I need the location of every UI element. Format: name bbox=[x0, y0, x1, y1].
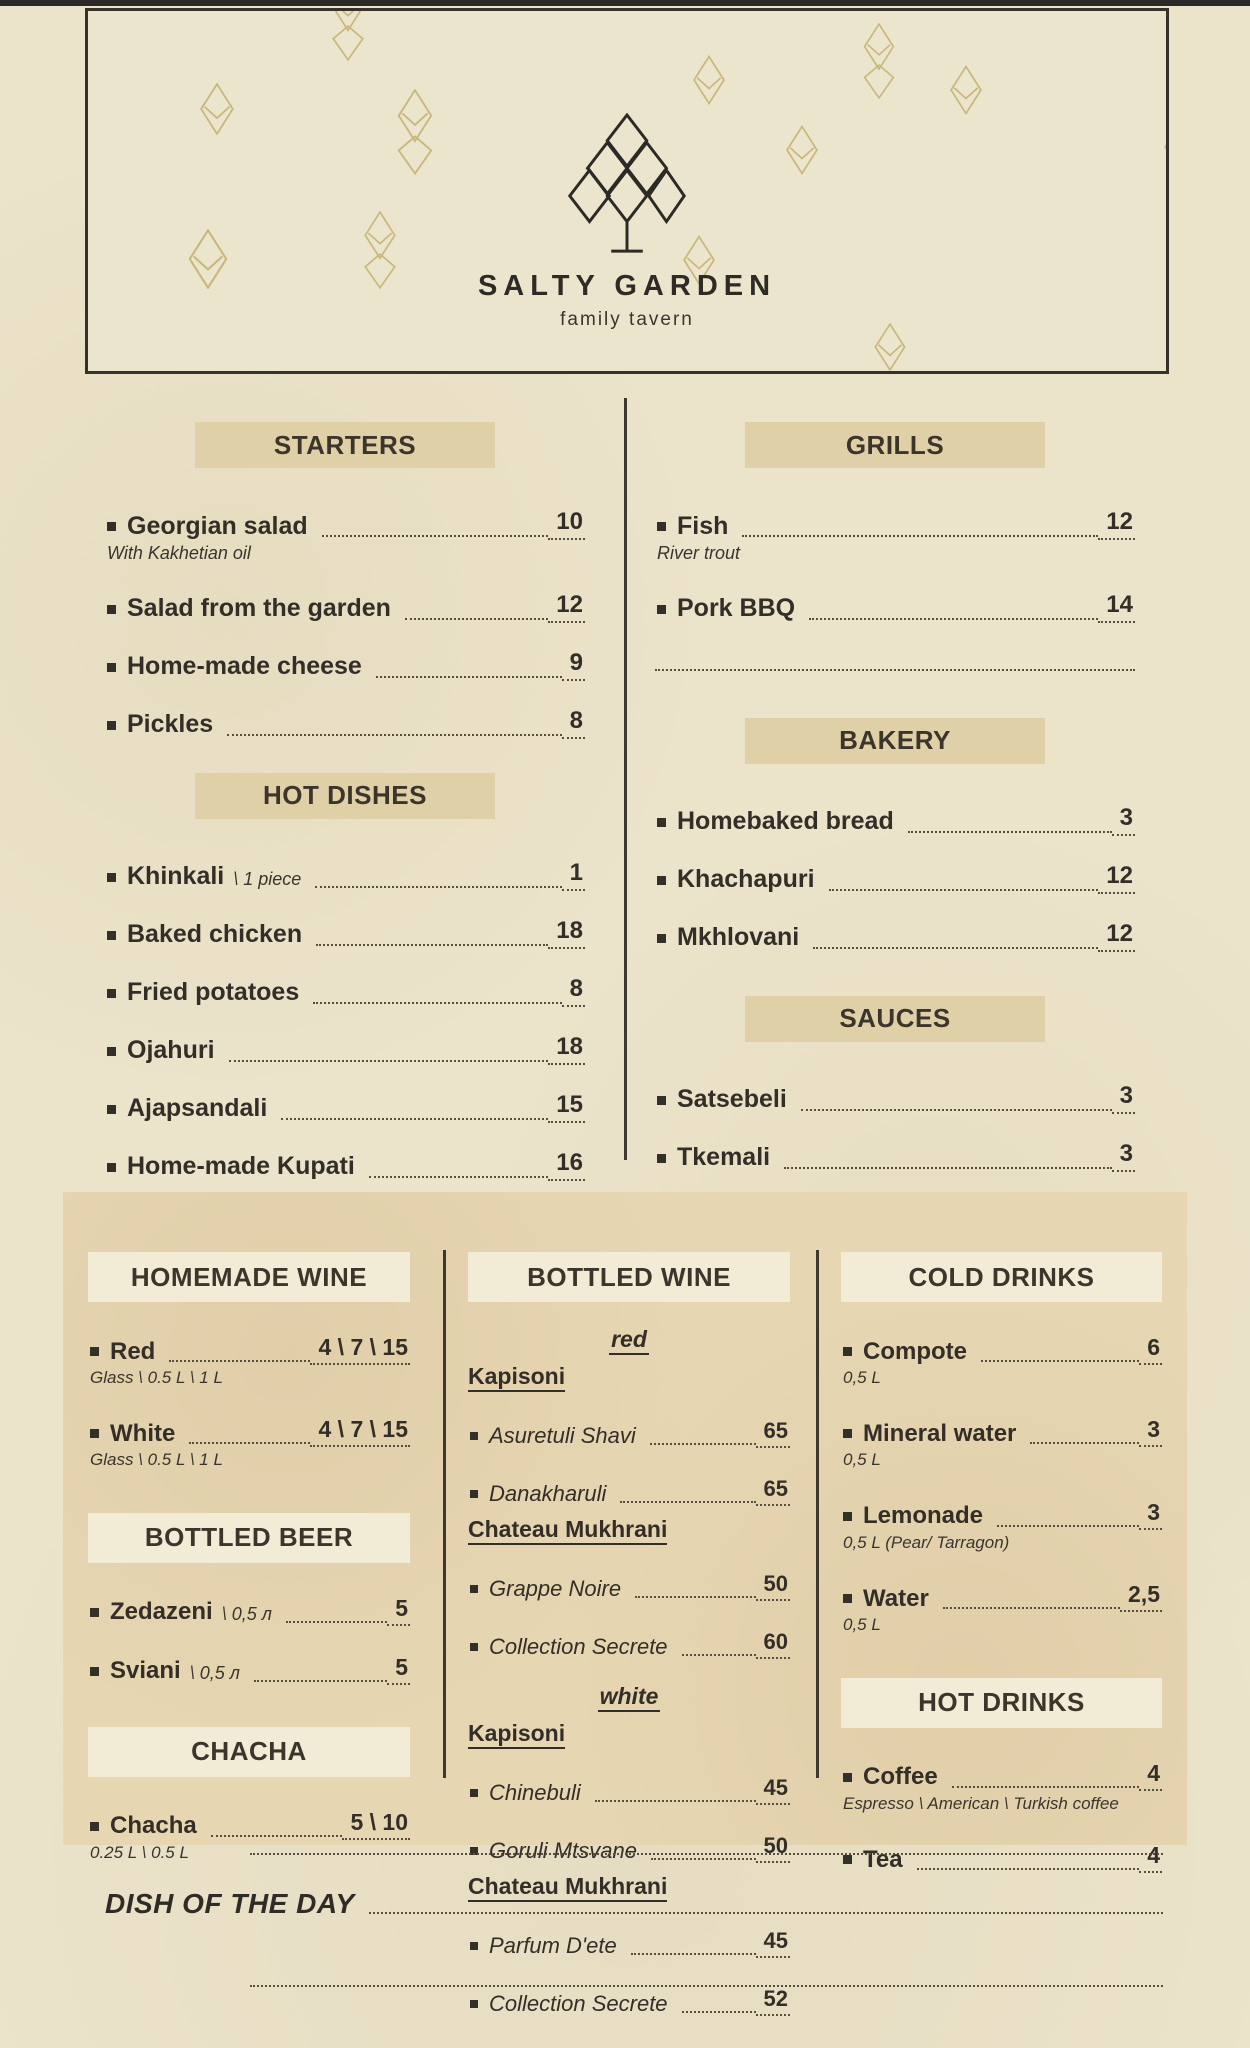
item-bullet bbox=[107, 931, 116, 940]
dot-leader bbox=[981, 1360, 1139, 1362]
dot-leader bbox=[917, 1868, 1140, 1870]
dish-of-the-day-row bbox=[105, 1888, 1163, 1920]
item-price: 14 bbox=[1098, 591, 1135, 623]
section-header: BOTTLED WINE bbox=[468, 1252, 790, 1302]
dot-leader bbox=[651, 1858, 756, 1860]
item-name: Salad from the garden bbox=[127, 594, 391, 623]
menu-item bbox=[468, 1775, 790, 1805]
item-bullet bbox=[843, 1429, 852, 1438]
item-bullet bbox=[470, 1585, 478, 1593]
item-name: Ajapsandali bbox=[127, 1094, 268, 1123]
item-name: Zedazeni bbox=[110, 1598, 213, 1626]
item-subtitle: 0.25 L \ 0.5 L bbox=[90, 1842, 189, 1862]
menu-item bbox=[468, 1418, 790, 1448]
item-name: Water bbox=[863, 1584, 929, 1612]
item-price: 45 bbox=[756, 1775, 790, 1805]
blank-write-in-line bbox=[250, 1985, 1163, 1987]
section-header: HOT DISHES bbox=[195, 773, 495, 819]
wine-type-label: white bbox=[598, 1683, 661, 1712]
item-name: Grappe Noire bbox=[489, 1575, 622, 1601]
item-price: 4 bbox=[1139, 1760, 1162, 1791]
menu-item bbox=[105, 591, 585, 623]
item-price: 3 bbox=[1139, 1416, 1162, 1447]
section-header: CHACHA bbox=[88, 1727, 410, 1777]
dot-leader bbox=[316, 944, 548, 946]
menu-item bbox=[841, 1499, 1162, 1530]
menu-item bbox=[105, 707, 585, 739]
item-price: 65 bbox=[756, 1418, 790, 1448]
dot-leader bbox=[631, 1953, 756, 1955]
leaf-icon bbox=[1166, 279, 1169, 331]
menu-item bbox=[88, 1416, 410, 1447]
logo-block bbox=[88, 11, 1166, 371]
item-name: Ojahuri bbox=[127, 1036, 215, 1065]
item-bullet bbox=[107, 1047, 116, 1056]
item-bullet bbox=[657, 522, 666, 531]
dot-leader bbox=[997, 1525, 1139, 1527]
item-name: Chacha bbox=[110, 1812, 197, 1840]
item-bullet bbox=[470, 1432, 478, 1440]
item-name: Homebaked bread bbox=[677, 807, 894, 836]
section-header: HOMEMADE WINE bbox=[88, 1252, 410, 1302]
item-price: 18 bbox=[548, 1033, 585, 1065]
item-price: 3 bbox=[1139, 1499, 1162, 1530]
item-bullet bbox=[107, 605, 116, 614]
menu-item bbox=[841, 1842, 1162, 1873]
item-price: 6 bbox=[1139, 1334, 1162, 1365]
item-price: 52 bbox=[756, 1986, 790, 2016]
item-price: 5 bbox=[387, 1595, 410, 1626]
dot-leader bbox=[369, 1912, 1163, 1914]
item-price: 15 bbox=[548, 1091, 585, 1123]
dot-leader bbox=[286, 1621, 387, 1623]
item-price: 4 bbox=[1139, 1842, 1162, 1873]
menu-item bbox=[468, 1928, 790, 1958]
dot-leader bbox=[952, 1786, 1140, 1788]
menu-item bbox=[655, 591, 1135, 623]
menu-item bbox=[655, 920, 1135, 952]
item-name: Pork BBQ bbox=[677, 594, 796, 623]
item-bullet bbox=[90, 1347, 99, 1356]
dot-leader bbox=[313, 1002, 561, 1004]
menu-item bbox=[468, 1986, 790, 2016]
item-price: 8 bbox=[562, 975, 585, 1007]
dot-leader bbox=[620, 1501, 755, 1503]
item-name: Red bbox=[110, 1337, 156, 1365]
menu-item bbox=[468, 1833, 790, 1863]
menu-item bbox=[105, 1091, 585, 1123]
menu-item bbox=[468, 1571, 790, 1601]
item-name: Coffee bbox=[863, 1763, 938, 1791]
item-price: 16 bbox=[548, 1149, 585, 1181]
item-bullet bbox=[657, 1154, 666, 1163]
dot-leader bbox=[908, 831, 1112, 833]
item-price: 12 bbox=[1098, 508, 1135, 540]
item-price: 2,5 bbox=[1120, 1581, 1162, 1612]
dot-leader bbox=[682, 2011, 756, 2013]
section-header: GRILLS bbox=[745, 422, 1045, 468]
item-bullet bbox=[90, 1667, 99, 1676]
food-column-left bbox=[105, 388, 585, 1181]
item-bullet bbox=[90, 1429, 99, 1438]
menu-item bbox=[655, 1082, 1135, 1114]
item-bullet bbox=[90, 1822, 99, 1831]
dot-leader bbox=[189, 1442, 310, 1444]
item-price: 3 bbox=[1112, 1082, 1135, 1114]
restaurant-subtitle: family tavern bbox=[560, 309, 694, 330]
menu-item bbox=[105, 917, 585, 949]
item-price: 12 bbox=[1098, 920, 1135, 952]
section-header: BOTTLED BEER bbox=[88, 1513, 410, 1563]
dot-leader bbox=[801, 1109, 1112, 1111]
item-bullet bbox=[107, 721, 116, 730]
item-bullet bbox=[90, 1608, 99, 1617]
menu-item bbox=[468, 1629, 790, 1659]
dot-leader bbox=[682, 1654, 756, 1656]
item-price: 12 bbox=[548, 591, 585, 623]
dot-leader bbox=[1030, 1442, 1139, 1444]
section-header: STARTERS bbox=[195, 422, 495, 468]
food-menu bbox=[0, 388, 1250, 1180]
item-bullet bbox=[657, 1096, 666, 1105]
logo-tree-icon bbox=[567, 113, 687, 261]
item-bullet bbox=[657, 934, 666, 943]
dot-leader bbox=[315, 886, 561, 888]
blank-write-in-line bbox=[655, 669, 1135, 674]
item-name: Home-made cheese bbox=[127, 652, 362, 681]
dot-leader bbox=[635, 1596, 755, 1598]
item-price: 65 bbox=[756, 1476, 790, 1506]
item-name: Fish bbox=[677, 511, 729, 540]
item-name: Satsebeli bbox=[677, 1085, 787, 1114]
menu-item bbox=[841, 1581, 1162, 1612]
dot-leader bbox=[595, 1800, 756, 1802]
item-subtitle: 0,5 L bbox=[843, 1450, 881, 1470]
wine-producer-group bbox=[468, 1720, 790, 1747]
item-name: White bbox=[110, 1420, 176, 1447]
item-note: \ 1 piece bbox=[233, 868, 302, 889]
item-name: Khinkali bbox=[127, 862, 225, 891]
item-subtitle: River trout bbox=[657, 543, 741, 563]
item-bullet bbox=[657, 818, 666, 827]
item-price: 50 bbox=[756, 1833, 790, 1863]
item-price: 18 bbox=[548, 917, 585, 949]
menu-item bbox=[88, 1595, 410, 1626]
item-name: Baked chicken bbox=[127, 920, 303, 949]
dot-leader bbox=[655, 669, 1135, 671]
dot-leader bbox=[813, 947, 1098, 949]
item-price: 45 bbox=[756, 1928, 790, 1958]
item-price: 12 bbox=[1098, 862, 1135, 894]
photo-top-edge bbox=[0, 0, 1250, 6]
item-bullet bbox=[107, 663, 116, 672]
section-header: HOT DRINKS bbox=[841, 1678, 1162, 1728]
dot-leader bbox=[376, 676, 562, 678]
item-subtitle: 0,5 L bbox=[843, 1615, 881, 1635]
wine-producer-group bbox=[468, 1516, 790, 1543]
item-bullet bbox=[470, 1643, 478, 1651]
dot-leader bbox=[809, 618, 1098, 620]
wine-producer-label: Chateau Mukhrani bbox=[468, 1873, 667, 1902]
item-name: Fried potatoes bbox=[127, 978, 300, 1007]
restaurant-title: SALTY GARDEN bbox=[477, 270, 777, 302]
menu-item bbox=[655, 508, 1135, 540]
menu-item bbox=[655, 804, 1135, 836]
dot-leader bbox=[322, 535, 549, 537]
item-bullet bbox=[470, 1942, 478, 1950]
blank-write-in-line bbox=[250, 1853, 1163, 1855]
item-subtitle: Espresso \ American \ Turkish coffee bbox=[843, 1793, 1119, 1813]
item-name: Collection Secrete bbox=[489, 1633, 668, 1659]
item-name: Danakharuli bbox=[489, 1480, 607, 1506]
item-price: 4 \ 7 \ 15 bbox=[310, 1416, 410, 1447]
dot-leader bbox=[405, 618, 548, 620]
item-name: Khachapuri bbox=[677, 865, 815, 894]
drinks-column-wine-beer-chacha bbox=[88, 1252, 410, 1863]
column-divider bbox=[816, 1250, 819, 1778]
item-subtitle: 0,5 L bbox=[843, 1368, 881, 1387]
item-name: Goruli Mtsvane bbox=[489, 1837, 637, 1863]
item-bullet bbox=[657, 876, 666, 885]
menu-item bbox=[468, 1476, 790, 1506]
item-bullet bbox=[107, 522, 116, 531]
item-price: 60 bbox=[756, 1629, 790, 1659]
column-divider bbox=[443, 1250, 446, 1778]
menu-item bbox=[841, 1334, 1162, 1365]
section-header: COLD DRINKS bbox=[841, 1252, 1162, 1302]
item-bullet bbox=[843, 1512, 852, 1521]
item-name: Tea bbox=[863, 1845, 903, 1873]
item-name: Mineral water bbox=[863, 1420, 1017, 1447]
wine-producer-group bbox=[468, 1363, 790, 1390]
item-bullet bbox=[107, 873, 116, 882]
menu-item bbox=[88, 1334, 410, 1365]
item-name: Georgian salad bbox=[127, 511, 308, 540]
item-bullet bbox=[470, 2000, 478, 2008]
item-price: 10 bbox=[548, 508, 585, 540]
item-price: 9 bbox=[562, 649, 585, 681]
item-bullet bbox=[843, 1773, 852, 1782]
item-name: Parfum D'ete bbox=[489, 1932, 617, 1958]
item-bullet bbox=[843, 1594, 852, 1603]
dot-leader bbox=[254, 1680, 387, 1682]
item-price: 1 bbox=[562, 859, 585, 891]
item-name: Sviani bbox=[110, 1657, 181, 1685]
wine-producer-label: Kapisoni bbox=[468, 1720, 565, 1749]
food-column-right bbox=[655, 388, 1135, 1172]
item-subtitle: Glass \ 0.5 L \ 1 L bbox=[90, 1368, 223, 1387]
item-price: 8 bbox=[562, 707, 585, 739]
dot-leader bbox=[943, 1607, 1120, 1609]
menu-item bbox=[105, 649, 585, 681]
item-name: Home-made Kupati bbox=[127, 1152, 355, 1181]
menu-item bbox=[841, 1760, 1162, 1791]
item-name: Compote bbox=[863, 1337, 967, 1365]
dot-leader bbox=[742, 535, 1098, 537]
item-price: 3 bbox=[1112, 1140, 1135, 1172]
wine-type-label: red bbox=[609, 1326, 649, 1355]
dot-leader bbox=[369, 1176, 548, 1178]
menu-item bbox=[88, 1809, 410, 1840]
item-price: 4 \ 7 \ 15 bbox=[310, 1334, 410, 1365]
item-name: Collection Secrete bbox=[489, 1990, 668, 2016]
menu-item bbox=[655, 1140, 1135, 1172]
menu-item bbox=[105, 859, 585, 891]
menu-item bbox=[841, 1416, 1162, 1447]
dot-leader bbox=[784, 1167, 1112, 1169]
menu-item bbox=[105, 1033, 585, 1065]
dot-leader bbox=[281, 1118, 548, 1120]
item-name: Lemonade bbox=[863, 1502, 984, 1530]
menu-item bbox=[88, 1654, 410, 1685]
item-bullet bbox=[107, 989, 116, 998]
column-divider bbox=[624, 398, 627, 1160]
wine-type-subheading bbox=[468, 1683, 790, 1710]
item-name: Chinebuli bbox=[489, 1779, 581, 1805]
item-bullet bbox=[470, 1490, 478, 1498]
section-header: SAUCES bbox=[745, 996, 1045, 1042]
item-subtitle: 0,5 L (Pear/ Tarragon) bbox=[843, 1532, 1010, 1552]
menu-item bbox=[105, 508, 585, 540]
header bbox=[85, 8, 1169, 374]
menu-item bbox=[105, 975, 585, 1007]
item-price: 5 bbox=[387, 1654, 410, 1685]
item-name: Asuretuli Shavi bbox=[489, 1422, 636, 1448]
item-name: Tkemali bbox=[677, 1143, 771, 1172]
item-bullet bbox=[107, 1163, 116, 1172]
wine-producer-label: Kapisoni bbox=[468, 1363, 565, 1392]
dot-leader bbox=[829, 889, 1099, 891]
dot-leader bbox=[227, 734, 561, 736]
item-price: 5 \ 10 bbox=[342, 1809, 410, 1840]
dot-leader bbox=[229, 1060, 549, 1062]
item-bullet bbox=[107, 1105, 116, 1114]
drinks-column-cold-hot bbox=[841, 1252, 1162, 1873]
menu-item bbox=[105, 1149, 585, 1181]
item-bullet bbox=[843, 1855, 852, 1864]
dot-leader bbox=[650, 1443, 756, 1445]
drinks-column-bottled-wine bbox=[468, 1252, 790, 2048]
wine-producer-label: Chateau Mukhrani bbox=[468, 1516, 667, 1545]
item-bullet bbox=[843, 1347, 852, 1356]
item-price: 50 bbox=[756, 1571, 790, 1601]
item-bullet bbox=[470, 1789, 478, 1797]
item-bullet bbox=[657, 605, 666, 614]
item-note: \ 0,5 л bbox=[221, 1603, 272, 1624]
item-subtitle: Glass \ 0.5 L \ 1 L bbox=[90, 1450, 223, 1470]
item-subtitle: With Kakhetian oil bbox=[107, 543, 251, 563]
item-name: Mkhlovani bbox=[677, 923, 800, 952]
menu-item bbox=[655, 862, 1135, 894]
section-header: BAKERY bbox=[745, 718, 1045, 764]
dish-of-the-day-label: DISH OF THE DAY bbox=[105, 1888, 355, 1919]
item-name: Pickles bbox=[127, 710, 214, 739]
item-price: 3 bbox=[1112, 804, 1135, 836]
dot-leader bbox=[169, 1360, 310, 1362]
dot-leader bbox=[211, 1835, 343, 1837]
item-note: \ 0,5 л bbox=[189, 1662, 240, 1683]
wine-type-subheading bbox=[468, 1326, 790, 1353]
